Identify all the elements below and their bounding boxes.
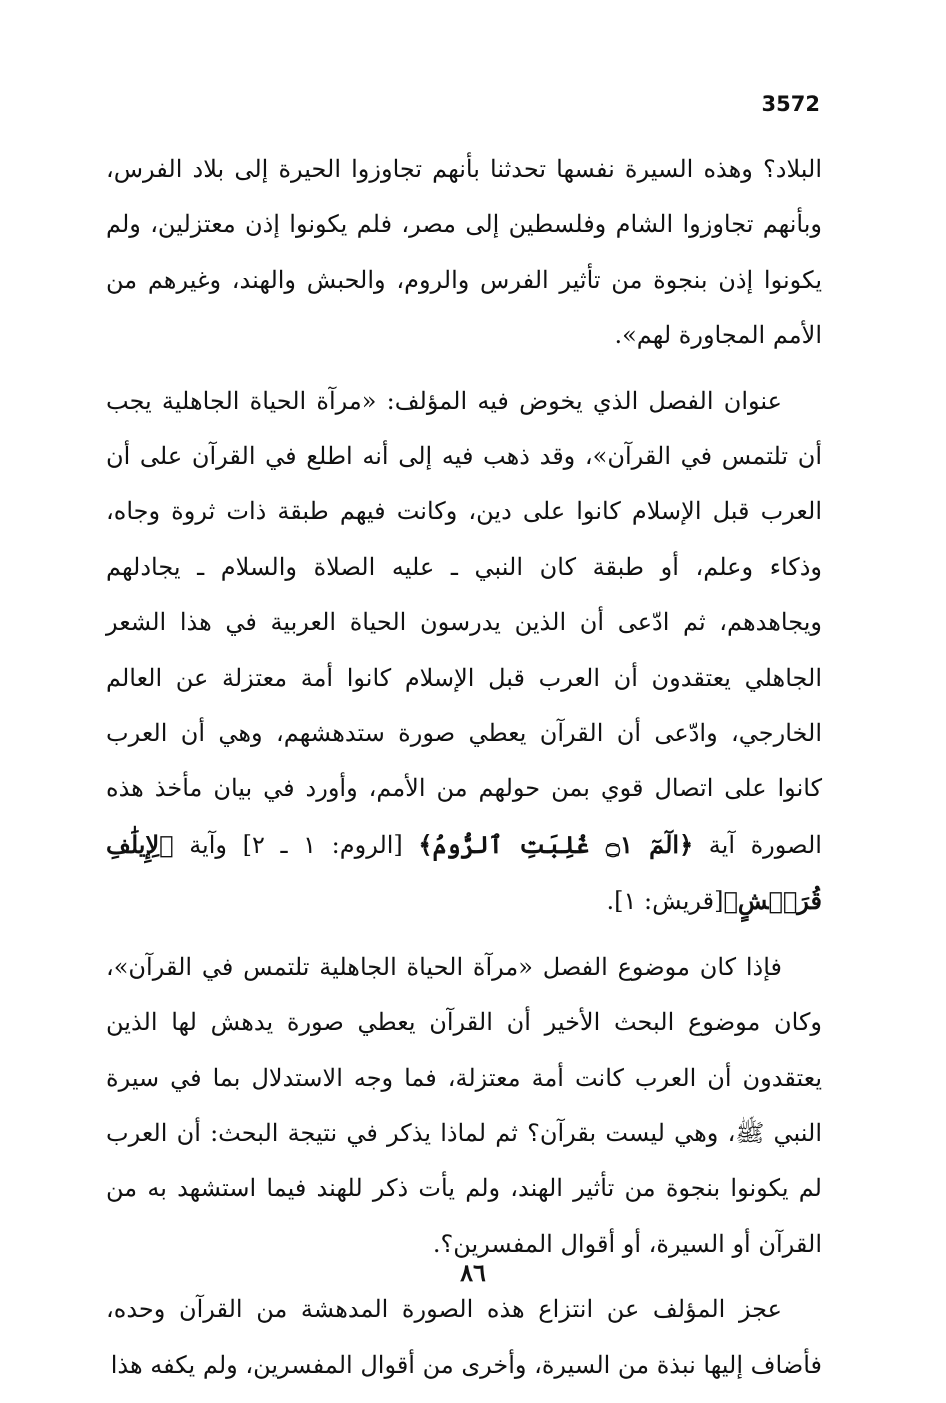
verse-reference-rum: [الروم: ١ ـ ٢] وآية (189, 830, 403, 859)
document-id: 3572 (761, 92, 820, 116)
quran-verse-quraysh: ﴿لِإِيلَٰفِ قُرَيۡشٍ﴾ (106, 829, 822, 916)
paragraph-1: البلاد؟ وهذه السيرة نفسها تحدثنا بأنهم تجاوزوا الحيرة إلى بلاد الفرس، وبأنهم تجاوزوا الشام وفلسطين إلى مصر، فلم يكونوا إذن معتزلين، ولم يكونوا إذن بنجوة من تأثير الفرس والروم، والحبش والهند، وغيرهم من الأمم المجاورة لهم». (106, 155, 822, 350)
paragraph-4: عجز المؤلف عن انتزاع هذه الصورة المدهشة من القرآن وحده، فأضاف إليها نبذة من السيرة، وأخرى من أقوال المفسرين، ولم يكفه هذا (106, 1295, 822, 1379)
paragraph-2-text: عنوان الفصل الذي يخوض فيه المؤلف: «مرآة الحياة الجاهلية يجب أن تلتمس في القرآن»، وقد ذهب فيه إلى أنه اطلع في القرآن على أن العرب قبل الإسلام كانوا على دين، وكانت فيهم طبقة ذات ثروة وجاه، وذكاء وعلم، أو طبقة كان النبي ـ عليه الصلاة والسلام ـ يجادلهم ويجاهدهم، ثم ادّعى أن الذين يدرسون الحياة العربية في هذا الشعر الجاهلي يعتقدون أن العرب قبل الإسلام كانوا أمة معتزلة عن العالم الخارجي، وادّعى أن القرآن يعطي صورة ستدهشهم، وهي أن العرب كانوا على اتصال قوي بمن حولهم من الأمم، وأورد في بيان مأخذ هذه الصورة آية (106, 386, 822, 859)
body-text (106, 142, 822, 1403)
quran-verse-rum: ﴿الٓمٓ ۝١ غُلِبَتِ ٱلرُّومُ﴾ (418, 829, 694, 859)
verse-reference-quraysh: [قريش: ١]. (606, 887, 724, 916)
paragraph-3: فإذا كان موضوع الفصل «مرآة الحياة الجاهلية تلتمس في القرآن»، وكان موضوع البحث الأخير أن القرآن يعطي صورة يدهش لها الذين يعتقدون أن العرب كانت أمة معتزلة، فما وجه الاستدلال بما في سيرة النبي ﷺ، وهي ليست بقرآن؟ ثم لماذا يذكر في نتيجة البحث: أن العرب لم يكونوا بنجوة من تأثير الهند، ولم يأت ذكر للهند فيما استشهد به من القرآن أو السيرة، أو أقوال المفسرين؟. (106, 952, 823, 1258)
paragraph-2 (106, 374, 822, 930)
page-number: ٨٦ (460, 1258, 486, 1287)
